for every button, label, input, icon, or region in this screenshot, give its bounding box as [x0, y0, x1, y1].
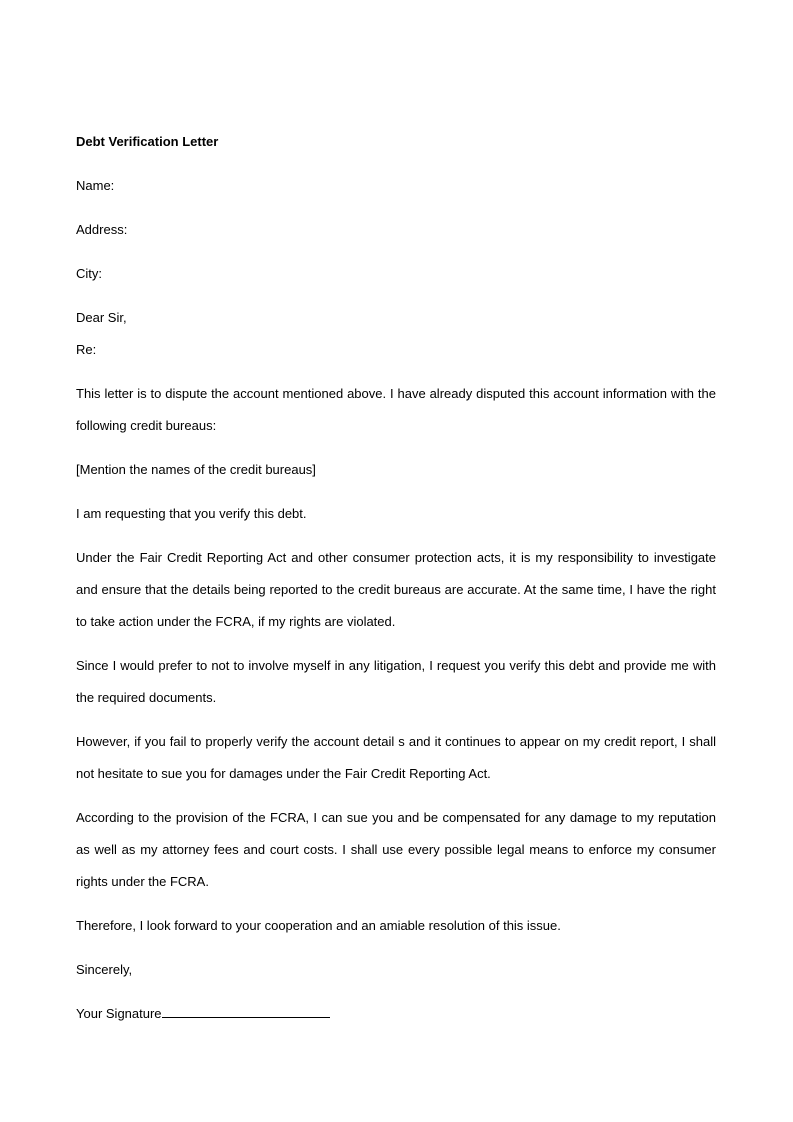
bureaus-placeholder: [Mention the names of the credit bureaus]	[76, 462, 316, 477]
signature-line	[76, 998, 716, 1030]
provision-paragraph: According to the provision of the FCRA, I can sue you and be compensated for any damage to my reputation as well as my attorney fees and court costs. I shall use every possible legal means to enforce my consumer rights under the FCRA.	[76, 810, 716, 889]
signature-label: Your Signature	[76, 1006, 162, 1021]
address-field-label: Address:	[76, 222, 128, 237]
request-paragraph: I am requesting that you verify this debt.	[76, 506, 307, 521]
letter-body	[76, 126, 716, 1030]
litigation-paragraph: Since I would prefer to not to involve myself in any litigation, I request you verify this debt and provide me with the required documents.	[76, 658, 716, 705]
letter-title: Debt Verification Letter	[76, 134, 219, 149]
signature-blank	[162, 1006, 330, 1018]
city-field-label: City:	[76, 266, 102, 281]
name-field-label: Name:	[76, 178, 115, 193]
cooperation-paragraph: Therefore, I look forward to your cooperation and an amiable resolution of this issue.	[76, 918, 561, 933]
fcra-paragraph: Under the Fair Credit Reporting Act and other consumer protection acts, it is my responsibility to investigate and ensure that the details being reported to the credit bureaus are accurate. At the same time, I have the right to take action under the FCRA, if my rights are violated.	[76, 550, 716, 629]
failure-paragraph: However, if you fail to properly verify the account detail s and it continues to appear on my credit report, I shall not hesitate to sue you for damages under the Fair Credit Reporting Act.	[76, 734, 716, 781]
re-line: Re:	[76, 342, 97, 357]
salutation: Dear Sir,	[76, 310, 127, 325]
dispute-paragraph: This letter is to dispute the account mentioned above. I have already disputed this account information with the following credit bureaus:	[76, 386, 716, 433]
closing: Sincerely,	[76, 962, 133, 977]
